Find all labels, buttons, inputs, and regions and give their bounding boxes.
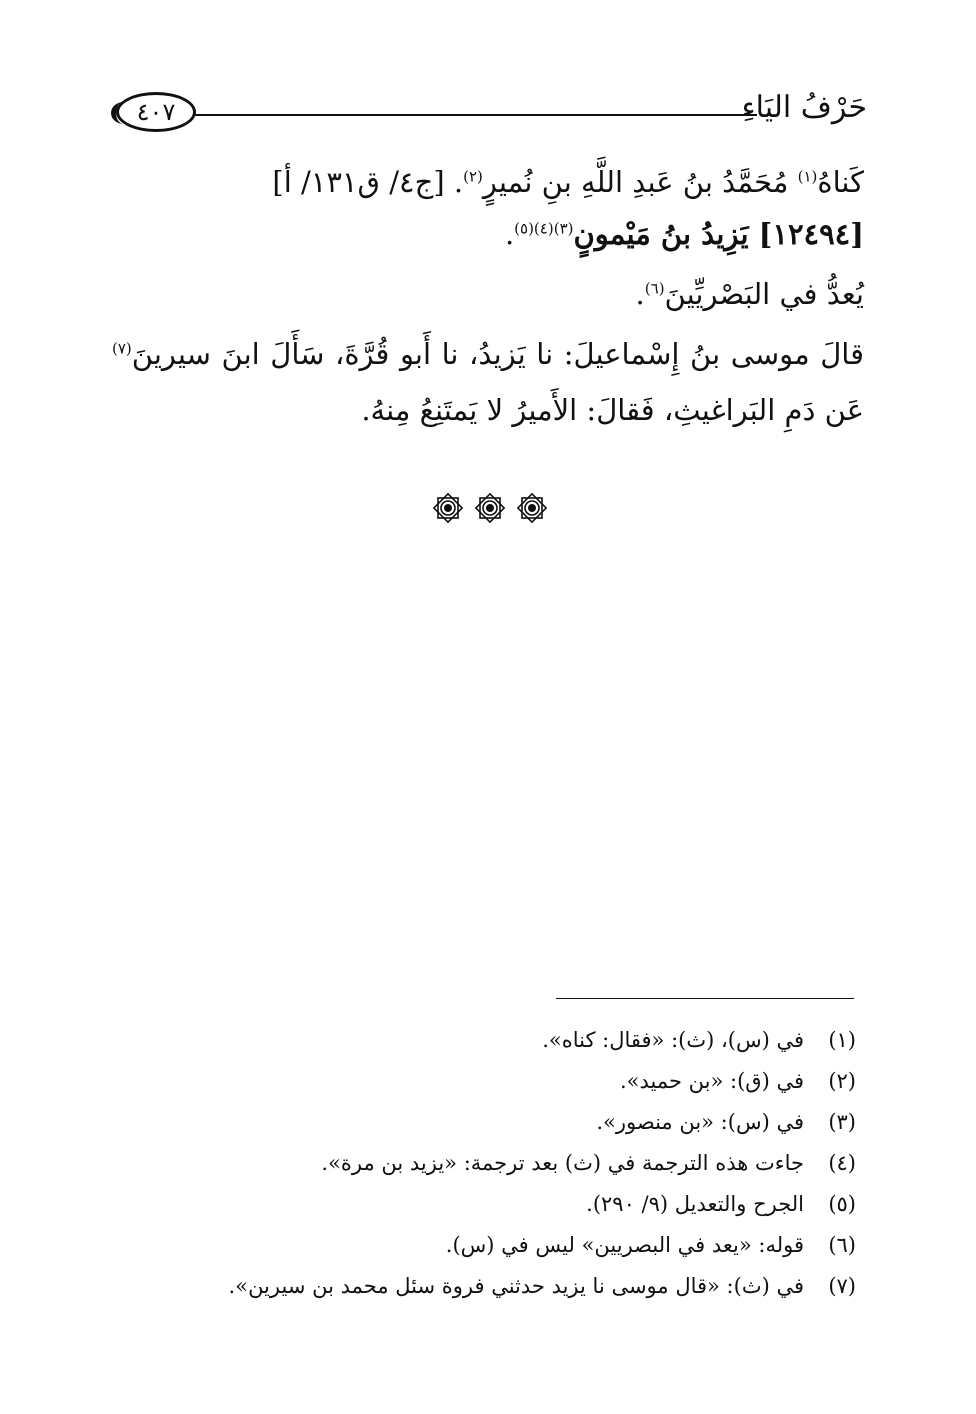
footnote-number: (٥)	[828, 1192, 856, 1216]
page-number: ٤٠٧	[116, 92, 196, 132]
body-text: مُحَمَّدُ بنُ عَبدِ اللَّهِ بنِ نُميرٍ	[482, 165, 798, 199]
body-text: عَن دَمِ البَراغيثِ، فَقالَ: الأَميرُ لا يَمتَنِعُ مِنهُ.	[361, 393, 864, 427]
footnote-number: (٤)	[828, 1151, 856, 1175]
running-header	[112, 88, 867, 140]
rosette-ornament-icon	[474, 492, 506, 524]
footnote-item	[156, 1188, 856, 1229]
chapter-title: حَرْفُ اليَاءِ	[741, 90, 867, 125]
footnote-text: في (ق): «بن حميد».	[619, 1069, 804, 1093]
footnote-text: قوله: «يعد في البصريين» ليس في (س).	[445, 1233, 804, 1257]
footnote-item	[156, 1147, 856, 1188]
footnote-text: في (س): «بن منصور».	[596, 1110, 804, 1134]
footnote-ref: (٢)	[463, 167, 483, 186]
entry-end: .	[504, 217, 515, 251]
footnote-number: (٢)	[828, 1069, 856, 1093]
footnote-text: في (ث): «قال موسى نا يزيد حدثني فروة سئل محمد بن سيرين».	[228, 1274, 804, 1298]
footnote-text: في (س)، (ث): «فقال: كناه».	[542, 1028, 804, 1052]
body-paragraph	[112, 326, 864, 438]
footnote-ref: (٦)	[644, 279, 665, 298]
section-ornaments	[432, 492, 548, 526]
footnote-item	[156, 1229, 856, 1270]
footnote-text: جاءت هذه الترجمة في (ث) بعد ترجمة: «يزيد بن مرة».	[321, 1151, 804, 1175]
footnote-number: (٣)	[828, 1110, 856, 1134]
entry-heading	[112, 210, 864, 258]
rosette-ornament-icon	[516, 492, 548, 524]
footnote-number: (٧)	[828, 1274, 856, 1298]
body-line-kunya	[112, 158, 864, 206]
footnote-item	[156, 1024, 856, 1065]
entry-name: يَزِيدُ بنُ مَيْمونٍ	[573, 217, 759, 251]
rosette-ornament-icon	[432, 492, 464, 524]
footnote-ref: (٧)	[112, 339, 132, 358]
body-text: كَناهُ	[817, 165, 864, 199]
body-text: يُعدُّ في البَصْريِّينَ	[664, 277, 864, 311]
footnote-number: (١)	[828, 1028, 856, 1052]
footnote-item	[156, 1106, 856, 1147]
footnote-ref: (١)	[797, 167, 818, 186]
line-end: .	[635, 277, 645, 311]
manuscript-reference: . [ج٤/ ق١٣١/ أ]	[272, 165, 464, 199]
footnote-item	[156, 1065, 856, 1106]
header-rule	[194, 114, 757, 116]
body-text: قالَ موسى بنُ إِسْماعيلَ: نا يَزيدُ، نا أَبو قُرَّةَ، سَأَلَ ابنَ سيرينَ	[131, 337, 864, 371]
footnote-number: (٦)	[828, 1233, 856, 1257]
footnotes	[156, 1024, 856, 1311]
footnote-ref: (٣)(٤)(٥)	[514, 219, 574, 238]
body-line-basra	[112, 270, 864, 318]
footnote-text: الجرح والتعديل (٩/ ٢٩٠).	[586, 1192, 804, 1216]
footnote-item	[156, 1270, 856, 1311]
footnote-separator	[556, 998, 854, 999]
entry-number: [١٢٤٩٤]	[758, 217, 864, 251]
